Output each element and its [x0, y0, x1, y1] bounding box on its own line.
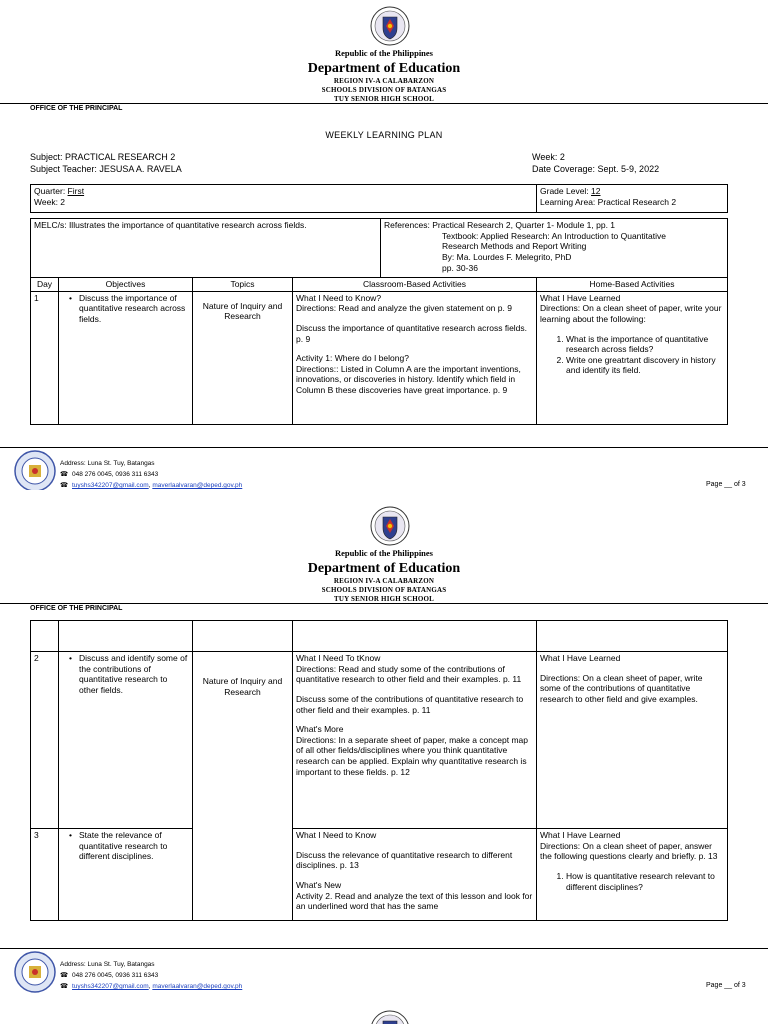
deped-seal-icon [370, 506, 410, 546]
page-number: Page __ of 3 [706, 481, 746, 488]
next-page-seal [370, 1010, 410, 1024]
reference-line: By: Ma. Lourdes F. Melegrito, PhD [442, 251, 572, 262]
school-logo-icon [14, 951, 56, 993]
email-link[interactable]: tuyshs342207@gmail.com [72, 482, 149, 489]
objective-cell [59, 291, 193, 424]
empty-cell [59, 621, 193, 652]
objective-item: • State the relevance of quantitative research to different disciplines. [62, 830, 189, 862]
department-heading: Department of Education [307, 561, 461, 576]
plan-table-page-1 [30, 277, 728, 425]
classroom-activity-cell: What I Need To tKnow Directions: Read and study some of the contributions of quantitative research to other field and their examples. p. 11 Discuss some of the contributions of quantitative research to other field and their examples. p. 11 What's More Directions: In a separate sheet of paper, make a concept map of all other fields/disciplines where you think quantitative research can be applied. Explain why quantitative research is important to these fields. p. 12 [293, 652, 537, 829]
classroom-activity-cell: What I Need to Know? Directions: Read and analyze the given statement on p. 9 Discuss the importance of quantitative research across fields. p. 9 Activity 1: Where do I belong? Directions:: Listed in Column A are the important inventions, innovations, or discoveries in history. Identify which field in Column B these discoveries have great importance. p. 9 [293, 291, 537, 424]
footer-divider [0, 948, 768, 949]
deped-seal-icon [370, 1010, 410, 1024]
home-column-header: Home-Based Activities [537, 278, 728, 292]
school-heading: TUY SENIOR HIGH SCHOOL [333, 95, 435, 103]
deped-seal-icon [370, 6, 410, 46]
grade-cell: Grade Level: 12 Learning Area: Practical Research 2 [537, 185, 728, 213]
day-cell: 2 [31, 652, 59, 829]
address-text: Address: Luna St. Tuy, Batangas [60, 460, 155, 467]
republic-heading: Republic of the Philippines [334, 48, 433, 58]
classroom-column-header: Classroom-Based Activities [293, 278, 537, 292]
empty-cell [537, 621, 728, 652]
question-item: 1. What is the importance of quantitative research across fields? [566, 334, 724, 355]
week-line: Week: 2 [532, 152, 565, 162]
email-link[interactable]: tuyshs342207@gmail.com [72, 983, 149, 990]
footer-divider [0, 447, 768, 448]
footer-contact: Address: Luna St. Tuy, Batangas ☎ 048 276 0045, 0936 311 6343 ☎ tuyshs342207@gmail.com, maverlaalvaran@deped.gov.ph [60, 460, 243, 489]
empty-cell [31, 621, 59, 652]
empty-cell [293, 621, 537, 652]
reference-line: Research Methods and Report Writing [442, 241, 587, 252]
address-text: Address: Luna St. Tuy, Batangas [60, 961, 155, 968]
phone-icon: ☎ [60, 482, 69, 489]
empty-cell [193, 621, 293, 652]
melc-cell: MELC/s: Illustrates the importance of quantitative research across fields. [31, 219, 381, 278]
email-link[interactable]: maverlaalvaran@deped.gov.ph [152, 983, 243, 990]
day-cell: 1 [31, 291, 59, 424]
references-cell [381, 219, 728, 278]
subject-line: Subject: PRACTICAL RESEARCH 2 [30, 152, 176, 162]
footer-contact: Address: Luna St. Tuy, Batangas ☎ 048 276 0045, 0936 311 6343 ☎ tuyshs342207@gmail.com, maverlaalvaran@deped.gov.ph [60, 961, 243, 990]
day-column-header: Day [31, 278, 59, 292]
day-cell: 3 [31, 829, 59, 921]
division-heading: SCHOOLS DIVISION OF BATANGAS [321, 86, 447, 94]
date-coverage-line: Date Coverage: Sept. 5-9, 2022 [532, 164, 660, 174]
email-link[interactable]: maverlaalvaran@deped.gov.ph [152, 482, 243, 489]
school-logo-icon [14, 450, 56, 492]
objective-item: • Discuss and identify some of the contributions of quantitative research to other fields. [62, 653, 189, 696]
republic-heading: Republic of the Philippines [334, 548, 433, 558]
question-item: 2. Write one greatrtant discovery in history and identify its field. [566, 355, 724, 376]
reference-line: pp. 30-36 [442, 262, 478, 273]
phone-icon: ☎ [60, 983, 69, 990]
objective-cell [59, 652, 193, 829]
topic-cell: Nature of Inquiry and Research [193, 652, 293, 921]
phone-text: 048 276 0045, 0936 311 6343 [72, 471, 159, 478]
phone-text: 048 276 0045, 0936 311 6343 [72, 972, 159, 979]
home-activity-cell: What I Have Learned Directions: On a clean sheet of paper, write some of the contributions of quantitative research to other field and give examples. [537, 652, 728, 829]
office-label: OFFICE OF THE PRINCIPAL [30, 105, 123, 112]
table-row [31, 829, 728, 921]
reference-line: Textbook: Applied Research: An Introduction to Quantitative [442, 230, 666, 241]
page-gap [0, 490, 768, 500]
teacher-line: Subject Teacher: JESUSA A. RAVELA [30, 164, 182, 174]
phone-icon: ☎ [60, 972, 69, 979]
topic-cell: Nature of Inquiry and Research [193, 291, 293, 424]
classroom-activity-cell: What I Need to Know Discuss the relevance of quantitative research to different disciplines. p. 13 What's New Activity 2. Read and analyze the text of this lesson and look for an underlined word that has the same [293, 829, 537, 921]
melc-table [30, 218, 728, 278]
question-item: 1. How is quantitative research relevant to different disciplines? [566, 871, 724, 892]
document-page-2 [0, 500, 768, 1010]
objective-cell [59, 829, 193, 921]
header-divider [0, 103, 768, 104]
office-label: OFFICE OF THE PRINCIPAL [30, 605, 123, 612]
table-row [31, 652, 728, 829]
phone-icon: ☎ [60, 471, 69, 478]
department-heading: Department of Education [307, 61, 461, 76]
document-page-1 [0, 0, 768, 490]
column-header-row [31, 278, 728, 292]
quarter-cell: Quarter: First Week: 2 [31, 185, 537, 213]
table-row [31, 291, 728, 424]
reference-line: References: Practical Research 2, Quarter 1- Module 1, pp. 1 [384, 220, 616, 230]
plan-title: WEEKLY LEARNING PLAN [325, 130, 443, 140]
plan-table-page-2 [30, 620, 728, 921]
region-heading: REGION IV-A CALABARZON [333, 77, 435, 85]
page-number: Page __ of 3 [706, 982, 746, 989]
topics-column-header: Topics [193, 278, 293, 292]
school-heading: TUY SENIOR HIGH SCHOOL [333, 595, 435, 603]
home-activity-cell: What I Have Learned Directions: On a clean sheet of paper, answer the following questions clearly and briefly. p. 13 1. How is quantitative research relevant to different disciplines? [537, 829, 728, 921]
objective-item: • Discuss the importance of quantitative research across fields. [62, 293, 189, 325]
table-row [31, 621, 728, 652]
division-heading: SCHOOLS DIVISION OF BATANGAS [321, 586, 447, 594]
header-divider [0, 603, 768, 604]
quarter-table [30, 184, 728, 213]
objectives-column-header: Objectives [59, 278, 193, 292]
home-activity-cell: What I Have Learned Directions: On a clean sheet of paper, write your learning about the following: 1. What is the importance of quantitative research across fields? 2. Write one greatrtant discovery in history and identify its field. [537, 291, 728, 424]
region-heading: REGION IV-A CALABARZON [333, 577, 435, 585]
